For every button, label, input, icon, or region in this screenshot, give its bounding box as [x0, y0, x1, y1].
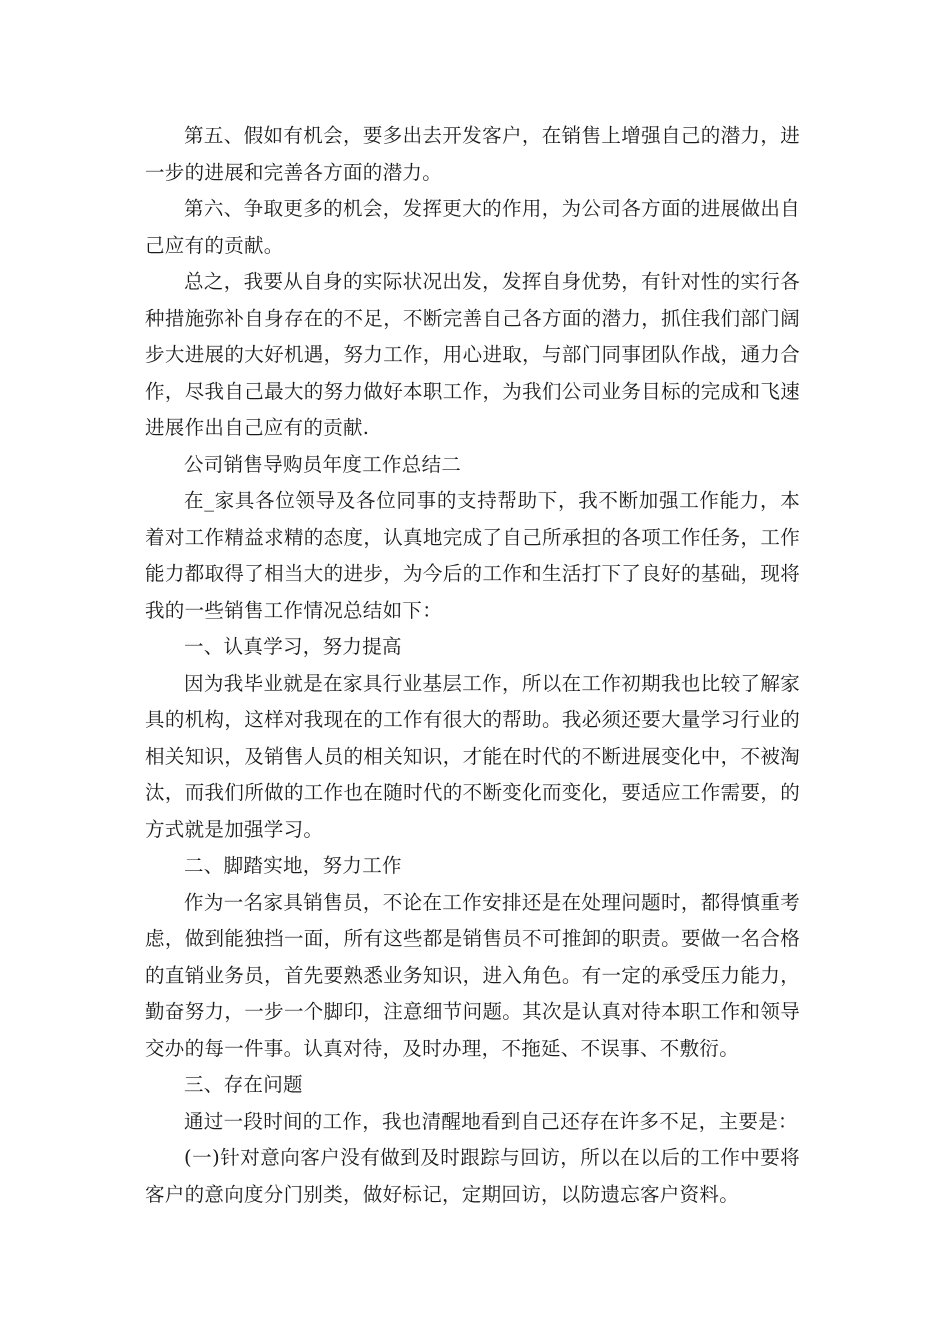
document-body: [145, 118, 800, 1213]
heading-work: 二、脚踏实地，努力工作: [184, 854, 402, 877]
paragraph-fifth-point: 第五、假如有机会，要多出去开发客户，在销售上增强自己的潜力，进一步的进展和完善各方面的潜力。: [145, 124, 800, 184]
section-title: 公司销售导购员年度工作总结二: [184, 452, 462, 476]
paragraph-intro: 在_家具各位领导及各位同事的支持帮助下，我不断加强工作能力，本着对工作精益求精的态度，认真地完成了自己所承担的各项工作任务，工作能力都取得了相当大的进步，为今后的工作和生活打下了良好的基础，现将我的一些销售工作情况总结如下：: [145, 489, 800, 622]
paragraph-work: 作为一名家具销售员，不论在工作安排还是在处理问题时，都得慎重考虑，做到能独挡一面，所有这些都是销售员不可推卸的职责。要做一名合格的直销业务员，首先要熟悉业务知识，进入角色。有一定的承受压力能力，勤奋努力，一步一个脚印，注意细节问题。其次是认真对待本职工作和领导交办的每一件事。认真对待，及时办理，不拖延、不误事、不敷衍。: [145, 890, 800, 1060]
paragraph-conclusion: 总之，我要从自身的实际状况出发，发挥自身优势，有针对性的实行各种措施弥补自身存在的不足，不断完善自己各方面的潜力，抓住我们部门阔步大进展的大好机遇，努力工作，用心进取，与部门同事团队作战，通力合作，尽我自己最大的努力做好本职工作，为我们公司业务目标的完成和飞速进展作出自己应有的贡献.: [145, 270, 800, 439]
paragraph-problem-one: (一)针对意向客户没有做到及时跟踪与回访，所以在以后的工作中要将客户的意向度分门别类，做好标记，定期回访，以防遗忘客户资料。: [145, 1146, 800, 1206]
paragraph-problems-intro: 通过一段时间的工作，我也清醒地看到自己还存在许多不足，主要是：: [184, 1109, 798, 1133]
heading-study: 一、认真学习，努力提高: [184, 635, 402, 658]
paragraph-sixth-point: 第六、争取更多的机会，发挥更大的作用，为公司各方面的进展做出自己应有的贡献。: [145, 197, 800, 257]
heading-problems: 三、存在问题: [184, 1073, 303, 1096]
paragraph-study: 因为我毕业就是在家具行业基层工作，所以在工作初期我也比较了解家具的机构，这样对我现在的工作有很大的帮助。我必须还要大量学习行业的相关知识，及销售人员的相关知识，才能在时代的不断进展变化中，不被淘汰，而我们所做的工作也在随时代的不断变化而变化，要适应工作需要，的方式就是加强学习。: [145, 671, 800, 841]
